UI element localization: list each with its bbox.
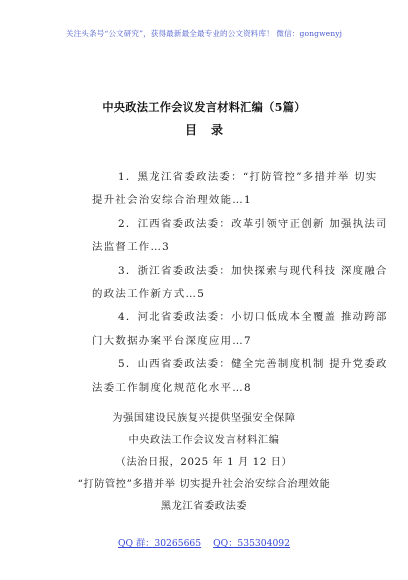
qq-link[interactable]: QQ：535304092 (213, 538, 290, 549)
footer-contact (0, 535, 408, 549)
toc-heading: 目录 (184, 123, 237, 137)
toc-item-line: 的政法工作新方式…5 (92, 288, 206, 301)
qq-group-link[interactable]: QQ 群：30265665 (118, 538, 202, 549)
toc-item-line: 法监督工作…3 (92, 241, 171, 254)
promo-banner: 关注头条号“公文研究”，获得最新最全最专业的公文资料库！ 微信：gongwenyj (65, 29, 343, 38)
toc-item-line: 提升社会治安综合治理效能…1 (92, 194, 252, 207)
toc-item-line: 1．黑龙江省委政法委：“打防管控”多措并举 切实 (118, 171, 378, 183)
meta-source: （法治日报，2025 年 1 月 12 日） (115, 456, 293, 468)
toc-item-line: 5．山西省委政法委：健全完善制度机制 提升党委政 (118, 358, 388, 371)
toc-item-line: 4．河北省委政法委：小切口低成本全覆盖 推动跨部 (118, 311, 388, 324)
toc-item-5[interactable] (92, 353, 388, 400)
toc-item-line: 法委工作制度化规范化水平…8 (92, 381, 252, 394)
toc-item-1[interactable] (92, 166, 378, 213)
table-of-contents (92, 166, 388, 400)
article-meta (0, 408, 408, 518)
meta-article-title: “打防管控”多措并举 切实提升社会治安综合治理效能 (77, 478, 331, 490)
toc-item-4[interactable] (92, 306, 388, 353)
toc-item-line: 3．浙江省委政法委：加快探索与现代科技 深度融合 (118, 264, 388, 277)
meta-compilation-title: 中央政法工作会议发言材料汇编 (128, 434, 280, 446)
meta-author: 黑龙江省委政法委 (160, 500, 248, 512)
document-title: 中央政法工作会议发言材料汇编（5篇） (102, 100, 306, 114)
toc-item-2[interactable] (92, 213, 388, 260)
toc-item-line: 2．江西省委政法委：改革引领守正创新 加强执法司 (118, 217, 388, 230)
meta-headline: 为强国建设民族复兴提供坚强安全保障 (112, 413, 296, 424)
toc-item-3[interactable] (92, 260, 388, 307)
toc-item-line: 门大数据办案平台深度应用…7 (92, 334, 252, 347)
